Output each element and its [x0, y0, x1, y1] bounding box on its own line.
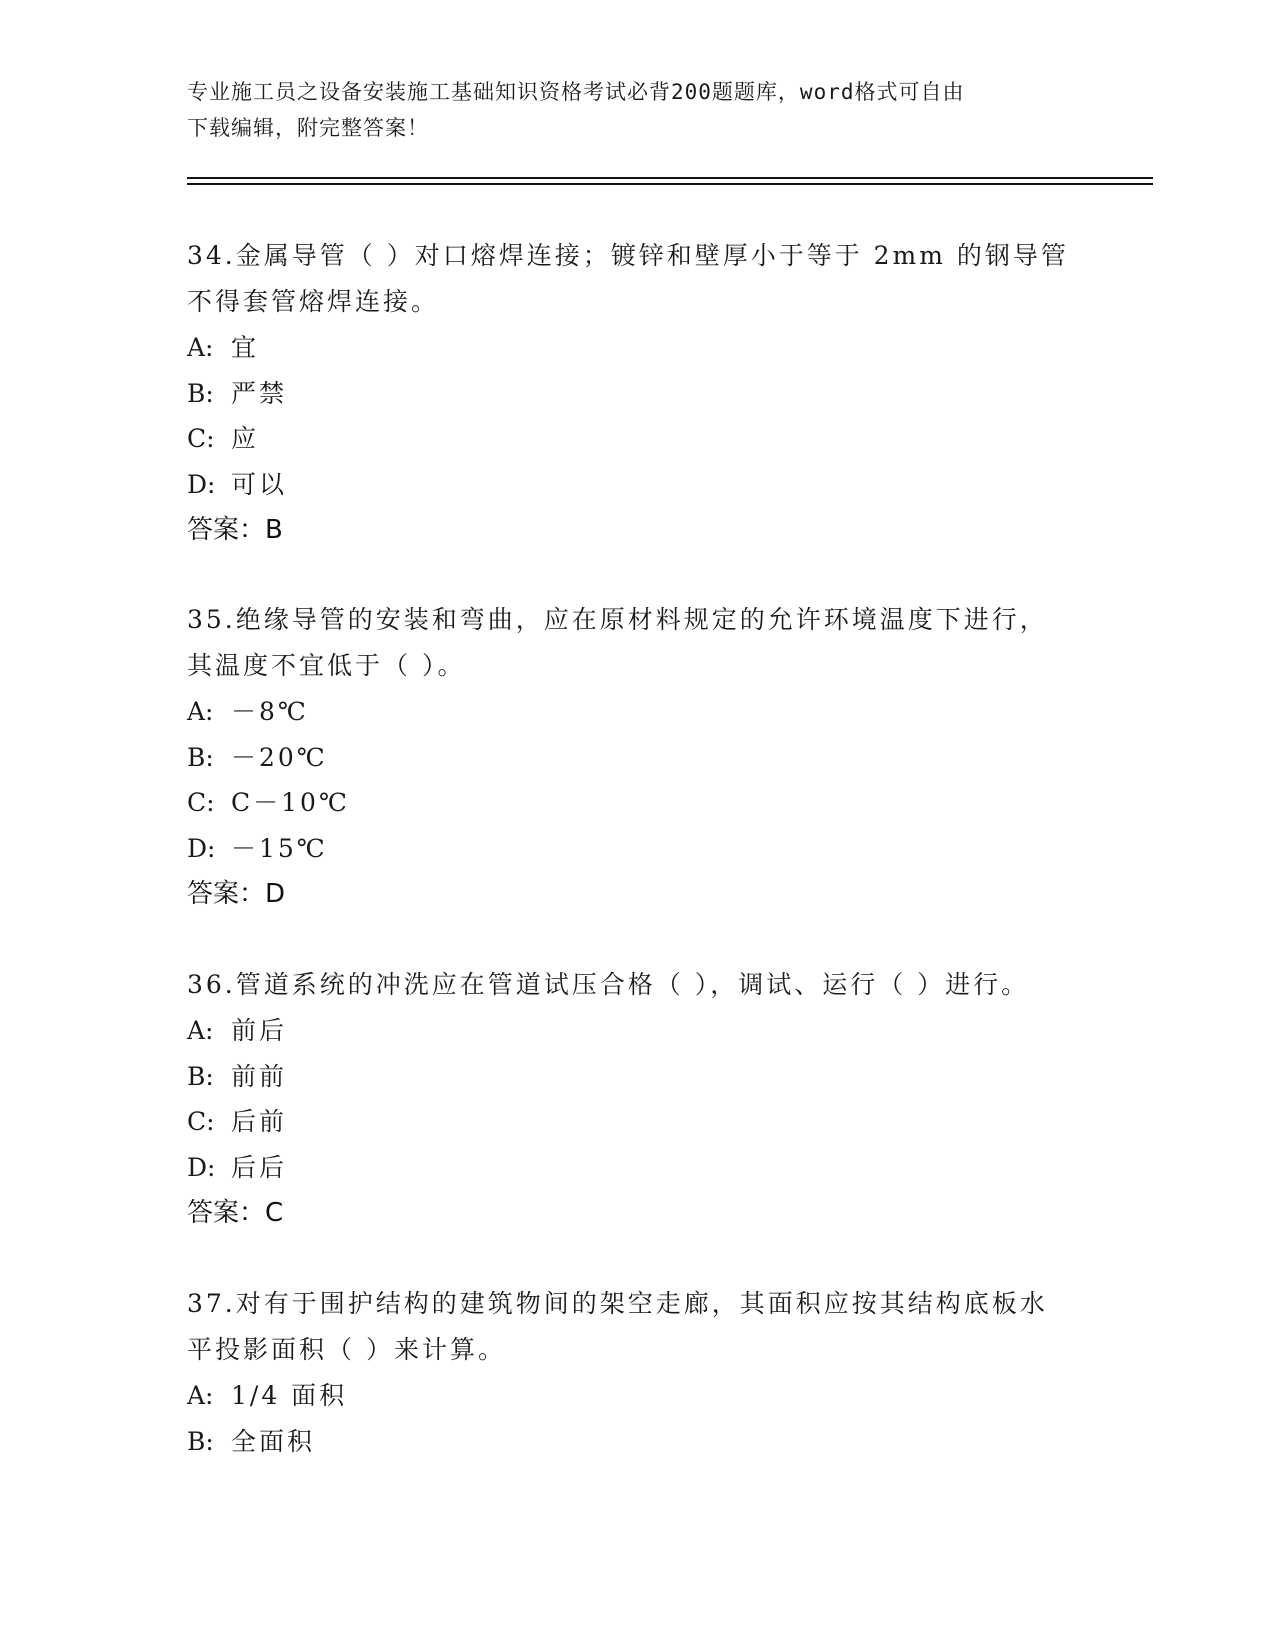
header-rule-bottom — [187, 183, 1153, 185]
option-key: A: — [187, 697, 214, 726]
option-a — [187, 1008, 1087, 1054]
question-36 — [187, 962, 1087, 1236]
option-b — [187, 1054, 1087, 1100]
question-line: 37.对有于围护结构的建筑物间的架空走廊，其面积应按其结构底板水 — [187, 1289, 1048, 1318]
option-text: 可以 — [231, 469, 288, 499]
option-text: 前后 — [231, 1016, 288, 1045]
answer-label: 答案：B — [187, 515, 283, 545]
option-d — [187, 1145, 1087, 1191]
header-rule-top — [187, 177, 1153, 179]
document-header — [187, 74, 1087, 146]
option-text: 全面积 — [231, 1426, 316, 1456]
option-a — [187, 325, 1087, 371]
option-key: D: — [187, 469, 216, 499]
option-text: －20℃ — [231, 742, 328, 772]
option-d — [187, 826, 1087, 872]
question-line: 34.金属导管（ ）对口熔焊连接；镀锌和壁厚小于等于 2mm 的钢导管 — [187, 241, 1069, 270]
answer-label: 答案：C — [187, 1198, 284, 1228]
question-text — [187, 962, 1087, 1008]
option-key: B: — [187, 1426, 214, 1456]
option-key: B: — [187, 378, 214, 408]
question-line: 不得套管熔焊连接。 — [187, 287, 440, 316]
option-b — [187, 1419, 1087, 1465]
option-b — [187, 371, 1087, 417]
question-line: 36.管道系统的冲洗应在管道试压合格（ ），调试、运行（ ）进行。 — [187, 970, 1030, 999]
option-text: 后前 — [231, 1107, 288, 1136]
option-c — [187, 416, 1087, 462]
option-key: C: — [187, 1107, 215, 1136]
option-key: A: — [187, 1016, 214, 1045]
answer-label: 答案：D — [187, 879, 286, 909]
option-text: 1/4 面积 — [231, 1381, 348, 1410]
option-key: D: — [187, 833, 216, 863]
option-text: 后后 — [231, 1152, 288, 1182]
header-line-2: 下载编辑，附完整答案！ — [187, 116, 429, 140]
question-text — [187, 1281, 1087, 1373]
option-key: B: — [187, 1061, 214, 1091]
option-key: C: — [187, 424, 215, 453]
option-text: －15℃ — [231, 833, 328, 863]
option-text: 宜 — [231, 333, 260, 362]
question-37 — [187, 1281, 1087, 1464]
option-text: 应 — [231, 424, 260, 453]
option-c — [187, 1099, 1087, 1145]
option-text: 前前 — [231, 1061, 288, 1091]
option-key: A: — [187, 333, 214, 362]
option-c — [187, 780, 1087, 826]
question-line: 35.绝缘导管的安装和弯曲，应在原材料规定的允许环境温度下进行， — [187, 605, 1048, 634]
option-text: C－10℃ — [231, 788, 350, 817]
question-35 — [187, 597, 1087, 917]
question-34 — [187, 233, 1087, 553]
option-a — [187, 689, 1087, 735]
header-line-1: 专业施工员之设备安装施工基础知识资格考试必背200题题库，word格式可自由 — [187, 80, 965, 104]
question-text — [187, 233, 1087, 325]
option-key: A: — [187, 1381, 214, 1410]
option-b — [187, 735, 1087, 781]
option-text: 严禁 — [231, 378, 288, 408]
option-text: －8℃ — [231, 697, 309, 726]
option-a — [187, 1373, 1087, 1419]
option-key: B: — [187, 742, 214, 772]
question-text — [187, 597, 1087, 689]
option-key: D: — [187, 1152, 216, 1182]
option-d — [187, 462, 1087, 508]
option-key: C: — [187, 788, 215, 817]
question-line: 平投影面积（ ）来计算。 — [187, 1335, 506, 1364]
question-line: 其温度不宜低于（ ）。 — [187, 651, 466, 680]
